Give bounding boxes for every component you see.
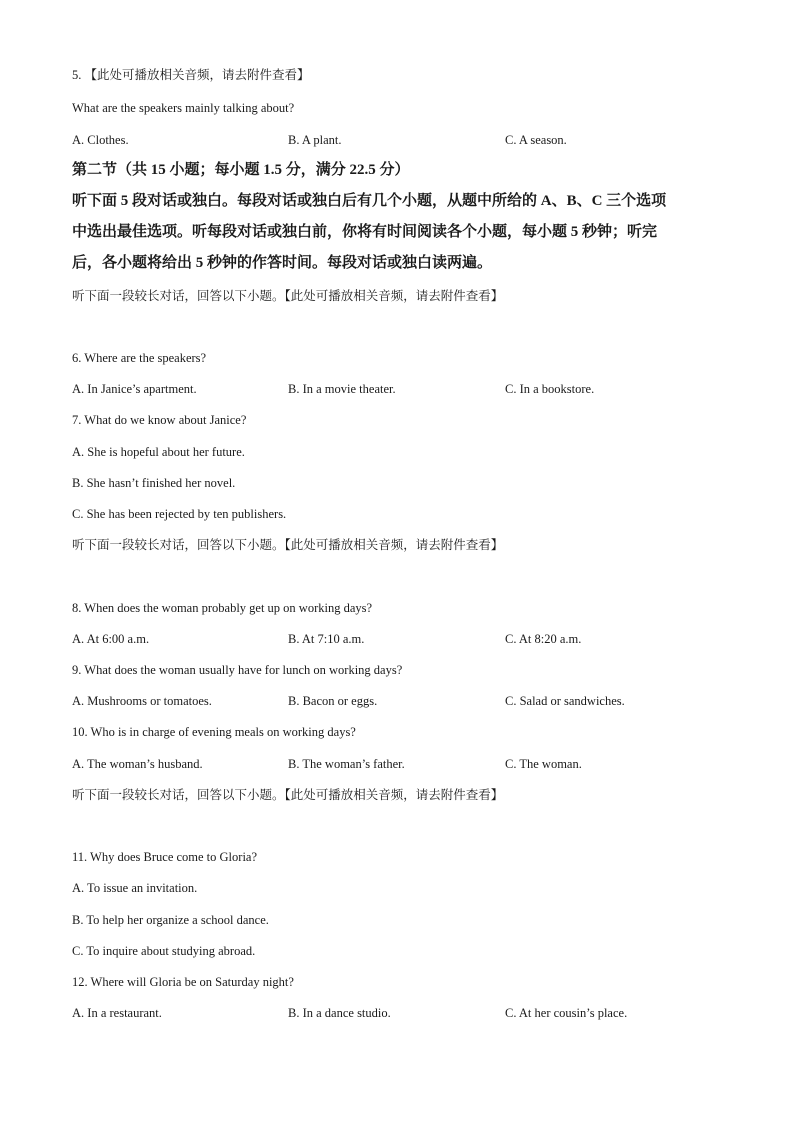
q5-option-b: B. A plant.: [288, 133, 342, 147]
q9-question: 9. What does the woman usually have for lunch on working days?: [72, 663, 403, 677]
section2-instructions-line-3: 后，各小题将给出 5 秒钟的作答时间。每段对话或独白读两遍。: [72, 255, 493, 271]
dialog-intro-3: 听下面一段较长对话，回答以下小题。【此处可播放相关音频，请去附件查看】: [72, 788, 504, 802]
section2-title: 第二节（共 15 小题；每小题 1.5 分，满分 22.5 分）: [72, 162, 410, 178]
q8-option-c: C. At 8:20 a.m.: [505, 632, 582, 646]
q9-option-b: B. Bacon or eggs.: [288, 694, 378, 708]
q7-option-b: B. She hasn’t finished her novel.: [72, 476, 236, 490]
q12-option-b: B. In a dance studio.: [288, 1006, 391, 1020]
q12-question: 12. Where will Gloria be on Saturday night?: [72, 975, 294, 989]
q11-option-b: B. To help her organize a school dance.: [72, 913, 269, 927]
q9-option-c: C. Salad or sandwiches.: [505, 694, 625, 708]
q9-option-a: A. Mushrooms or tomatoes.: [72, 694, 212, 708]
q7-question: 7. What do we know about Janice?: [72, 413, 247, 427]
q6-option-c: C. In a bookstore.: [505, 382, 595, 396]
q5-audio-prompt: 5. 【此处可播放相关音频，请去附件查看】: [72, 68, 310, 82]
q6-option-a: A. In Janice’s apartment.: [72, 382, 197, 396]
dialog-intro-2: 听下面一段较长对话，回答以下小题。【此处可播放相关音频，请去附件查看】: [72, 538, 504, 552]
q6-option-b: B. In a movie theater.: [288, 382, 396, 396]
q8-question: 8. When does the woman probably get up on working days?: [72, 601, 373, 615]
q10-option-a: A. The woman’s husband.: [72, 757, 203, 771]
q10-question: 10. Who is in charge of evening meals on working days?: [72, 725, 356, 739]
q8-option-b: B. At 7:10 a.m.: [288, 632, 365, 646]
q11-option-c: C. To inquire about studying abroad.: [72, 944, 256, 958]
section2-instructions-line-1: 听下面 5 段对话或独白。每段对话或独白后有几个小题，从题中所给的 A、B、C 三个选项: [72, 193, 667, 209]
q12-option-c: C. At her cousin’s place.: [505, 1006, 628, 1020]
section2-instructions-line-2: 中选出最佳选项。听每段对话或独白前，你将有时间阅读各个小题，每小题 5 秒钟；听完: [72, 224, 658, 240]
q5-option-a: A. Clothes.: [72, 133, 129, 147]
q11-option-a: A. To issue an invitation.: [72, 881, 198, 895]
q7-option-c: C. She has been rejected by ten publishers.: [72, 507, 287, 521]
q10-option-c: C. The woman.: [505, 757, 582, 771]
q7-option-a: A. She is hopeful about her future.: [72, 445, 245, 459]
q8-option-a: A. At 6:00 a.m.: [72, 632, 150, 646]
q5-option-c: C. A season.: [505, 133, 567, 147]
q6-question: 6. Where are the speakers?: [72, 351, 207, 365]
q11-question: 11. Why does Bruce come to Gloria?: [72, 850, 258, 864]
q10-option-b: B. The woman’s father.: [288, 757, 405, 771]
q5-question: What are the speakers mainly talking about?: [72, 101, 295, 115]
dialog-intro-1: 听下面一段较长对话，回答以下小题。【此处可播放相关音频，请去附件查看】: [72, 289, 504, 303]
q12-option-a: A. In a restaurant.: [72, 1006, 162, 1020]
